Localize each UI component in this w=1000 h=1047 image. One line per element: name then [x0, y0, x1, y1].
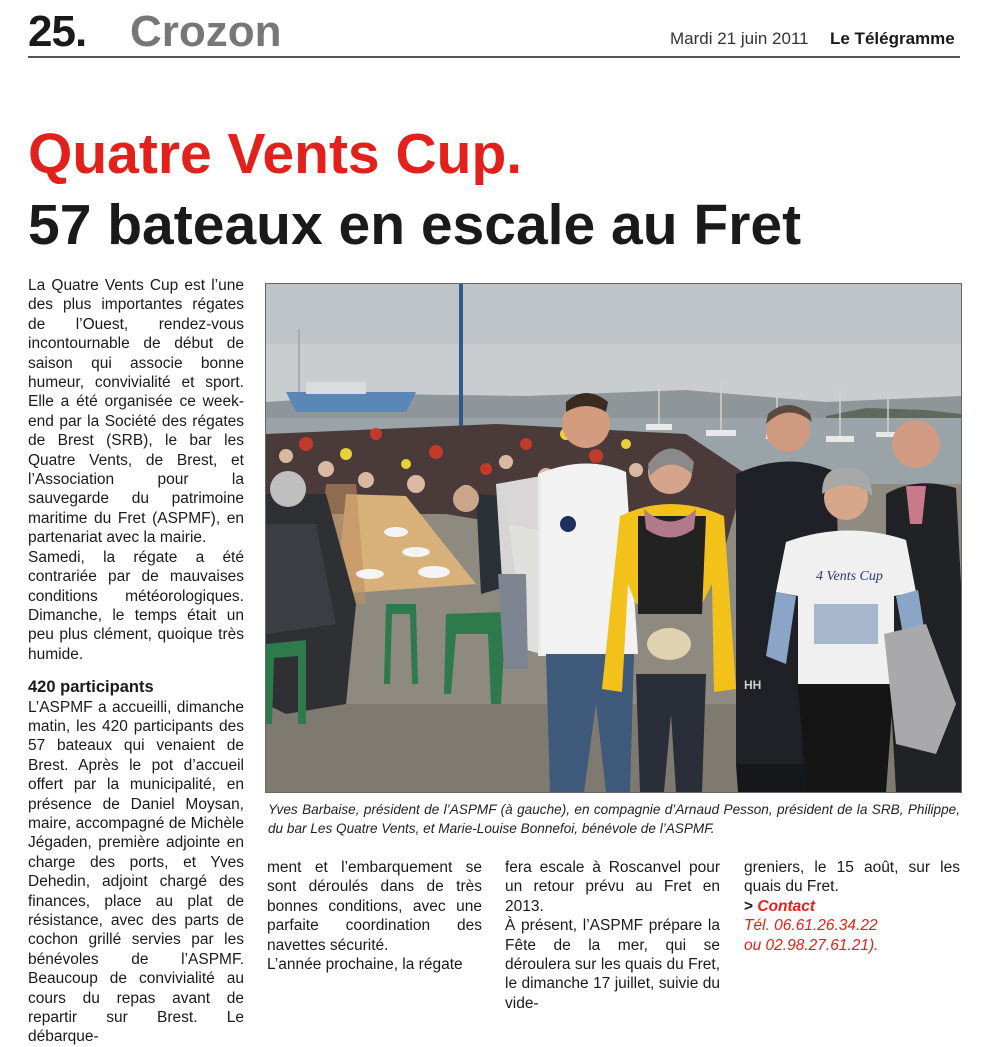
article-column-3 [505, 858, 720, 1013]
intro-paragraph-1: La Quatre Vents Cup est l’une des plus importantes régates de l’Ouest, rendez-vous incontournable de début de saison qui associe bonne humeur, convivialité et sport. Elle a été organisée ce week-end par la Société des régates de Brest (SRB), le bar les Quatre Vents, de Brest, et l’Association pour la sauvegarde du patrimoine maritime du Fret (ASPMF), en partenariat avec la mairie. [28, 277, 244, 547]
article-photo [265, 283, 962, 793]
page-number: 25. [28, 7, 87, 56]
issue-date: Mardi 21 juin 2011 [670, 29, 809, 48]
contact-phone-2: ou 02.98.27.61.21). [744, 936, 879, 954]
article-column-2 [267, 858, 482, 974]
tshirt-print-text: 4 Vents Cup [816, 569, 883, 584]
body-paragraph: fera escale à Roscanvel pour un retour prévu au Fret en 2013. [505, 859, 720, 915]
contact-heading [744, 897, 960, 916]
jacket-brand-text: HH [744, 678, 762, 692]
contact-arrow: > [744, 897, 754, 915]
body-paragraph: ment et l’embarquement se sont déroulés dans de très bonnes conditions, avec une parfaite coordination des navettes sécurité. [267, 859, 482, 954]
article-headline: 57 bateaux en escale au Fret [28, 193, 802, 257]
article-kicker: Quatre Vents Cup. [28, 122, 523, 186]
header-rule [28, 56, 960, 58]
publication-name: Le Télégramme [830, 29, 955, 48]
article-column-4 [744, 858, 960, 955]
body-paragraph: À présent, l’ASPMF prépare la Fête de la mer, qui se déroulera sur les quais du Fret, le dimanche 17 juillet, suivie du vide- [505, 917, 720, 1012]
section-name: Crozon [130, 7, 282, 56]
subhead: 420 participants [28, 678, 154, 697]
intro-paragraph-2: Samedi, la régate a été contrariée par de mauvaises conditions météorologiques. Dimanche, le temps était un peu plus clément, quoique très humide. [28, 548, 244, 663]
contact-phone-1: Tél. 06.61.26.34.22 [744, 917, 878, 935]
body-paragraph: L’année prochaine, la régate [267, 956, 463, 974]
body-paragraph: greniers, le 15 août, sur les quais du Fret. [744, 859, 960, 896]
photo-caption: Yves Barbaise, président de l’ASPMF (à gauche), en compagnie d’Arnaud Pesson, président de la SRB, Philippe, du bar Les Quatre Vents, et Marie-Louise Bonnefoi, bénévole de l’ASPMF. [268, 802, 960, 836]
body-paragraph: L’ASPMF a accueilli, dimanche matin, les 420 participants des 57 bateaux qui venaient de Brest. Après le pot d’accueil offert par la municipalité, en présence de Daniel Moysan, maire, accompagné de Michèle Jégaden, première adjointe en charge des ports, et Yves Dehedin, adjoint chargé des finances, place au plat de résistance, avec des parts de cochon grillé servies par les bénévoles de l’ASPMF. Beaucoup de convivialité au cours du repas avant de repartir sur Brest. Le débarque- [28, 698, 244, 1046]
contact-label: Contact [757, 897, 816, 915]
article-column-1 [28, 276, 244, 1047]
